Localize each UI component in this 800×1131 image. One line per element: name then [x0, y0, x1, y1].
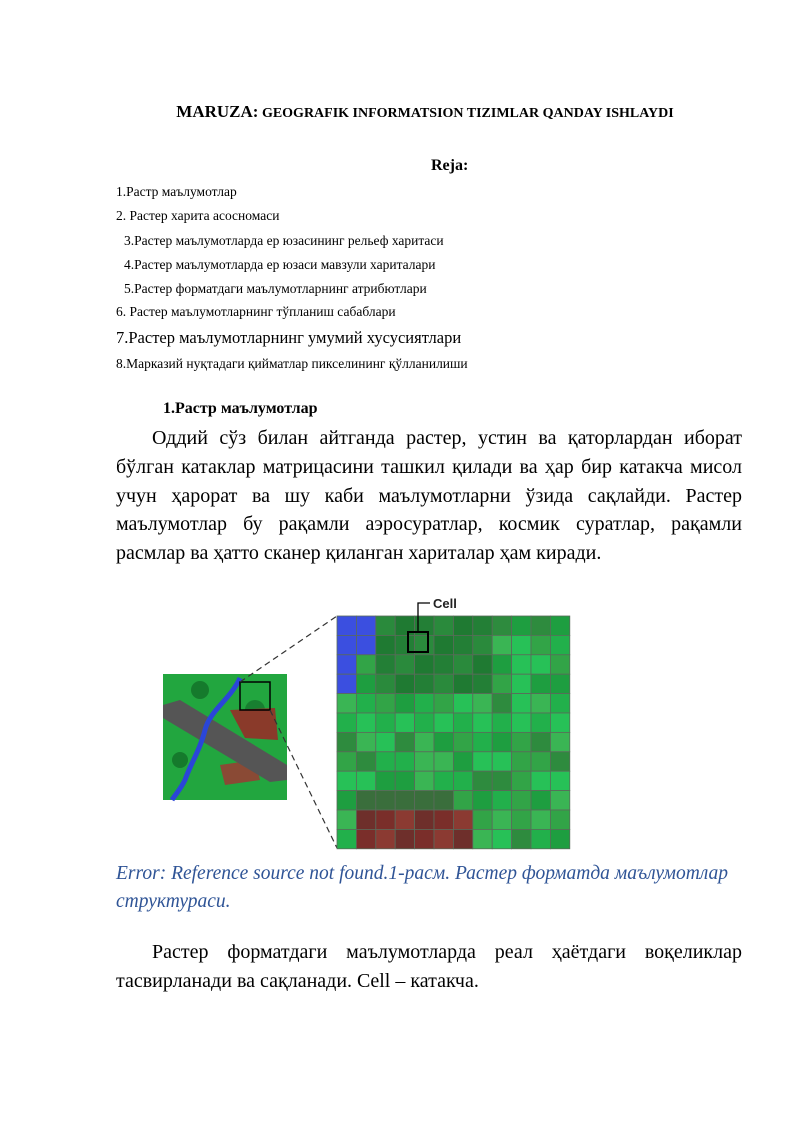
grid-cell	[356, 635, 375, 654]
grid-cell	[473, 829, 492, 848]
grid-cell	[453, 752, 472, 771]
grid-cell	[337, 791, 356, 810]
grid-cell	[492, 810, 511, 829]
grid-cell	[550, 829, 569, 848]
grid-cell	[492, 635, 511, 654]
plan-heading: Reja:	[431, 157, 469, 174]
grid-cell	[550, 635, 569, 654]
grid-cell	[434, 771, 453, 790]
grid-cell	[531, 674, 550, 693]
grid-cell	[395, 810, 414, 829]
grid-cell	[492, 732, 511, 751]
grid-cell	[415, 713, 434, 732]
grid-cell	[376, 829, 395, 848]
grid-cell	[453, 810, 472, 829]
small-raster-map	[163, 674, 287, 800]
section-heading: 1.Растр маълумотлар	[163, 400, 318, 417]
grid-cell	[492, 752, 511, 771]
grid-cell	[473, 752, 492, 771]
grid-cell	[453, 674, 472, 693]
grid-cell	[453, 732, 472, 751]
grid-cell	[453, 771, 472, 790]
grid-cell	[531, 752, 550, 771]
document-title	[0, 102, 800, 122]
grid-cell	[415, 694, 434, 713]
title-prefix: MARUZA:	[176, 102, 259, 121]
figure-caption: Error: Reference source not found.1-расм. Растер форматда маълумотлар структураси.	[116, 863, 729, 912]
toc-item-4: 4.Растер маълумотларда ер юзаси мавзули хариталари	[124, 257, 436, 272]
grid-cell	[473, 635, 492, 654]
grid-cell	[434, 635, 453, 654]
grid-cell	[415, 732, 434, 751]
grid-cell	[512, 810, 531, 829]
grid-cell	[512, 829, 531, 848]
grid-cell	[337, 655, 356, 674]
grid-cell	[473, 810, 492, 829]
grid-cell	[337, 829, 356, 848]
grid-cell	[453, 616, 472, 635]
grid-cell	[356, 713, 375, 732]
grid-cell	[550, 674, 569, 693]
grid-cell	[550, 810, 569, 829]
grid-cell	[434, 752, 453, 771]
grid-cell	[395, 771, 414, 790]
grid-cell	[376, 655, 395, 674]
grid-cell	[376, 791, 395, 810]
cell-label: Cell	[433, 596, 457, 611]
grid-cell	[434, 810, 453, 829]
grid-cell	[531, 791, 550, 810]
grid-cell	[473, 713, 492, 732]
grid-cell	[473, 616, 492, 635]
grid-cell	[376, 713, 395, 732]
grid-cell	[337, 635, 356, 654]
grid-cell	[453, 655, 472, 674]
grid-cell	[376, 732, 395, 751]
grid-cell	[492, 694, 511, 713]
grid-cell	[550, 791, 569, 810]
grid-cell	[492, 655, 511, 674]
grid-cell	[512, 674, 531, 693]
grid-cell	[376, 694, 395, 713]
grid-cell	[453, 829, 472, 848]
grid-cell	[492, 771, 511, 790]
grid-cell	[531, 616, 550, 635]
grid-cell	[434, 655, 453, 674]
grid-cell	[415, 810, 434, 829]
grid-cell	[415, 829, 434, 848]
grid-cell	[550, 732, 569, 751]
grid-cell	[376, 635, 395, 654]
toc-item-8: 8.Марказий нуқтадаги қийматлар пикселининг қўлланилиши	[116, 356, 468, 371]
grid-cell	[395, 829, 414, 848]
raster-grid	[337, 616, 570, 849]
grid-cell	[512, 771, 531, 790]
grid-cell	[473, 674, 492, 693]
grid-cell	[395, 791, 414, 810]
grid-cell	[531, 771, 550, 790]
grid-cell	[376, 616, 395, 635]
grid-cell	[512, 732, 531, 751]
grid-cell	[337, 771, 356, 790]
toc-item-5: 5.Растер форматдаги маълумотларнинг атрибютлари	[124, 281, 427, 296]
grid-cell	[337, 616, 356, 635]
grid-cell	[453, 713, 472, 732]
toc-item-3: 3.Растер маълумотларда ер юзасининг рельеф харитаси	[124, 233, 444, 248]
grid-cell	[337, 713, 356, 732]
grid-cell	[337, 694, 356, 713]
paragraph-2: Растер форматдаги маълумотларда реал ҳаётдаги воқеликлар тасвирланади ва сақланади. Cell – катакча.	[116, 941, 742, 992]
grid-cell	[356, 791, 375, 810]
grid-cell	[395, 752, 414, 771]
title-rest: GEOGRAFIK INFORMATSION TIZIMLAR QANDAY ISHLAYDI	[258, 106, 674, 121]
grid-cell	[337, 810, 356, 829]
grid-cell	[376, 674, 395, 693]
grid-cell	[395, 732, 414, 751]
grid-cell	[434, 674, 453, 693]
grid-cell	[356, 732, 375, 751]
grid-cell	[337, 752, 356, 771]
grid-cell	[337, 732, 356, 751]
grid-cell	[512, 694, 531, 713]
grid-cell	[492, 616, 511, 635]
paragraph-1: Оддий сўз билан айтганда растер, устин ва қаторлардан иборат бўлган катаклар матрицасини ташкил қилади ва ҳар бир катакча мисол учун ҳарорат ва шу каби маълумотларни ўзида сақлайди. Растер маълумотлар бу рақамли аэросуратлар, космик суратлар, рақамли расмлар ва ҳатто сканер қиланган хариталар ҳам киради.	[116, 427, 742, 565]
grid-cell	[550, 752, 569, 771]
grid-cell	[356, 771, 375, 790]
grid-cell	[512, 791, 531, 810]
grid-cell	[376, 810, 395, 829]
grid-cell	[531, 732, 550, 751]
grid-cell	[356, 829, 375, 848]
raster-figure	[160, 590, 580, 855]
grid-cell	[415, 655, 434, 674]
grid-cell	[473, 771, 492, 790]
grid-cell	[356, 655, 375, 674]
grid-cell	[453, 694, 472, 713]
grid-cell	[473, 655, 492, 674]
grid-cell	[531, 810, 550, 829]
grid-cell	[337, 674, 356, 693]
grid-cell	[395, 674, 414, 693]
toc-item-6: 6. Растер маълумотларнинг тўпланиш сабаблари	[116, 304, 396, 319]
grid-cell	[395, 694, 414, 713]
grid-cell	[453, 635, 472, 654]
grid-cell	[473, 791, 492, 810]
toc-item-2: 2. Растер харита асосномаси	[116, 208, 280, 223]
grid-cell	[492, 713, 511, 732]
grid-cell	[356, 810, 375, 829]
grid-cell	[415, 791, 434, 810]
grid-cell	[415, 771, 434, 790]
grid-cell	[415, 674, 434, 693]
grid-cell	[512, 752, 531, 771]
grid-cell	[434, 829, 453, 848]
grid-cell	[512, 655, 531, 674]
grid-cell	[512, 616, 531, 635]
grid-cell	[395, 713, 414, 732]
toc-item-1: 1.Растр маълумотлар	[116, 184, 237, 199]
grid-cell	[453, 791, 472, 810]
grid-cell	[415, 752, 434, 771]
grid-cell	[492, 829, 511, 848]
grid-cell	[512, 713, 531, 732]
grid-cell	[550, 694, 569, 713]
grid-cell	[473, 732, 492, 751]
grid-cell	[492, 674, 511, 693]
grid-cell	[492, 791, 511, 810]
grid-cell	[434, 616, 453, 635]
grid-cell	[356, 616, 375, 635]
grid-cell	[550, 771, 569, 790]
grid-cell	[531, 694, 550, 713]
grid-cell	[356, 694, 375, 713]
grid-cell	[376, 752, 395, 771]
grid-cell	[356, 674, 375, 693]
grid-cell	[434, 732, 453, 751]
grid-cell	[434, 694, 453, 713]
grid-cell	[356, 752, 375, 771]
grid-cell	[434, 791, 453, 810]
grid-cell	[550, 616, 569, 635]
grid-cell	[434, 713, 453, 732]
grid-cell	[395, 655, 414, 674]
grid-cell	[550, 713, 569, 732]
grid-cell	[531, 655, 550, 674]
toc-item-7: 7.Растер маълумотларнинг умумий хусусиятлари	[116, 328, 462, 347]
grid-cell	[550, 655, 569, 674]
grid-cell	[531, 635, 550, 654]
grid-cell	[531, 713, 550, 732]
grid-cell	[376, 771, 395, 790]
grid-cell	[473, 694, 492, 713]
grid-cell	[512, 635, 531, 654]
grid-cell	[531, 829, 550, 848]
